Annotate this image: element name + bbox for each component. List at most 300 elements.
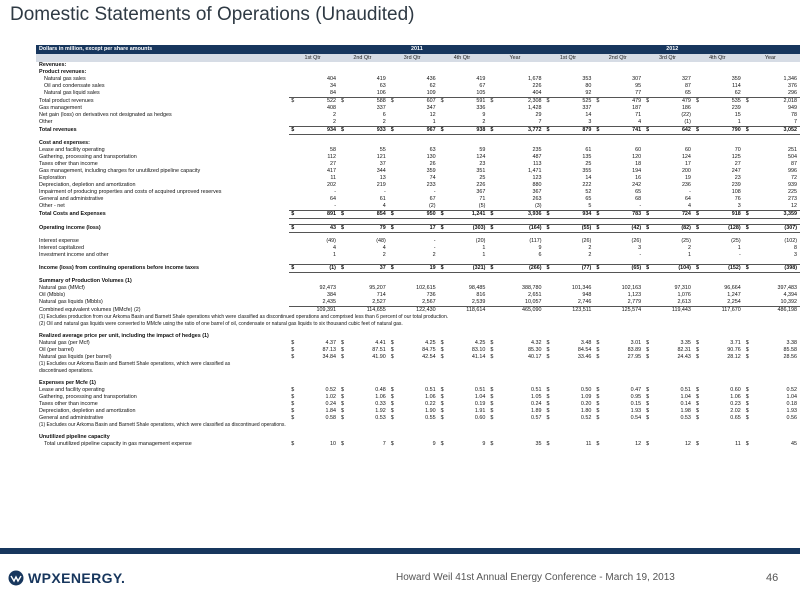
- currency-symbol: [339, 285, 349, 292]
- value-cell: 85.30: [528, 347, 542, 353]
- value-cell: 6: [382, 112, 386, 118]
- currency-symbol: [439, 189, 449, 196]
- currency-symbol: [488, 245, 498, 252]
- value-cell: 1.80: [580, 408, 592, 414]
- value-cell: 62: [734, 90, 741, 96]
- currency-symbol: [439, 307, 449, 315]
- value-cell: 2: [588, 245, 592, 251]
- value-cell: 0.95: [630, 394, 642, 400]
- value-cell: 78: [791, 112, 797, 118]
- value-cell: 71: [479, 196, 486, 202]
- currency-symbol: [339, 182, 349, 189]
- currency-symbol: [545, 189, 555, 196]
- currency-symbol: $: [546, 415, 550, 421]
- footnote: discontinued operations.: [39, 368, 94, 374]
- wpx-logo-icon: [8, 570, 24, 586]
- value-cell: 337: [376, 105, 386, 111]
- currency-symbol: [694, 299, 704, 307]
- value-cell: 344: [376, 168, 386, 174]
- year-2011-header: 2011: [289, 45, 544, 54]
- currency-symbol: $: [646, 347, 650, 353]
- page-title: Domestic Statements of Operations (Unaudited): [10, 4, 415, 25]
- value-cell: 1.89: [531, 408, 542, 414]
- value-cell: 642: [655, 127, 694, 135]
- value-cell: 1: [737, 245, 741, 251]
- row-label: Taxes other than income: [39, 161, 98, 167]
- value-cell: 2: [382, 119, 386, 125]
- currency-symbol: $: [289, 225, 299, 233]
- table-row: [36, 175, 800, 182]
- currency-symbol: $: [596, 347, 600, 353]
- value-cell: 18: [635, 161, 642, 167]
- value-cell: 0.23: [730, 401, 741, 407]
- currency-symbol: $: [490, 394, 494, 400]
- value-cell: 42.54: [422, 354, 436, 360]
- section-header-row: [36, 62, 800, 69]
- currency-symbol: [339, 112, 349, 119]
- currency-symbol: $: [340, 387, 344, 393]
- value-cell: 219: [376, 182, 386, 188]
- currency-symbol: $: [745, 408, 749, 414]
- value-cell: -: [433, 238, 436, 244]
- value-cell: (102): [784, 238, 797, 244]
- value-cell: 83.89: [627, 347, 642, 353]
- value-cell: 123,511: [555, 307, 594, 315]
- value-cell: 0.56: [786, 415, 797, 421]
- value-cell: (117): [529, 238, 542, 244]
- value-cell: 114: [732, 83, 741, 89]
- currency-symbol: $: [339, 265, 349, 273]
- currency-symbol: [439, 161, 449, 168]
- currency-symbol: [644, 245, 654, 252]
- currency-symbol: [439, 105, 449, 112]
- value-cell: 4.25: [474, 340, 486, 346]
- currency-symbol: $: [289, 211, 299, 219]
- value-cell: 486,198: [754, 307, 800, 315]
- currency-symbol: $: [596, 394, 600, 400]
- currency-symbol: [289, 168, 299, 175]
- table-row: [36, 182, 800, 189]
- value-cell: -: [689, 189, 691, 195]
- currency-symbol: [289, 299, 299, 307]
- currency-symbol: $: [594, 265, 604, 273]
- section-header: Realized average price per unit, including the impact of hedges (1): [39, 333, 209, 339]
- value-cell: 1,678: [528, 76, 542, 82]
- section-header: Cost and expenses:: [39, 140, 90, 146]
- value-cell: 60: [684, 147, 691, 153]
- currency-symbol: [289, 252, 299, 259]
- row-label: Gathering, processing and transportation: [39, 394, 137, 400]
- currency-symbol: $: [745, 340, 749, 346]
- value-cell: 591: [449, 98, 488, 106]
- currency-symbol: $: [745, 354, 749, 360]
- value-cell: 388,780: [522, 285, 542, 291]
- value-cell: 4: [638, 119, 642, 125]
- currency-symbol: [744, 189, 754, 196]
- currency-symbol: [389, 307, 399, 315]
- section-header: Revenues:: [39, 62, 67, 68]
- table-row: [36, 90, 800, 98]
- currency-symbol: [594, 147, 604, 154]
- currency-symbol: $: [291, 408, 295, 414]
- value-cell: 239: [731, 105, 741, 111]
- currency-symbol: [644, 182, 654, 189]
- value-cell: 1,471: [528, 168, 542, 174]
- value-cell: 24.43: [677, 354, 691, 360]
- value-cell: 123: [532, 175, 542, 181]
- value-cell: 347: [426, 105, 436, 111]
- value-cell: (266): [499, 265, 545, 273]
- value-cell: (42): [605, 225, 644, 233]
- currency-symbol: $: [289, 98, 299, 106]
- currency-symbol: $: [646, 387, 650, 393]
- value-cell: 27: [329, 161, 336, 167]
- value-cell: 105: [476, 90, 486, 96]
- currency-symbol: [389, 285, 399, 292]
- currency-symbol: $: [545, 98, 555, 106]
- value-cell: 1.91: [474, 408, 486, 414]
- table-row: [36, 147, 800, 154]
- currency-symbol: [389, 196, 399, 203]
- section-header: Unutilized pipeline capacity: [39, 434, 110, 440]
- currency-symbol: [488, 154, 498, 161]
- value-cell: (20): [475, 238, 486, 244]
- currency-symbol: $: [291, 354, 295, 360]
- value-cell: 535: [704, 98, 743, 106]
- currency-symbol: [744, 299, 754, 307]
- value-cell: 236: [681, 182, 691, 188]
- currency-symbol: $: [646, 354, 650, 360]
- currency-symbol: $: [596, 354, 600, 360]
- value-cell: 35: [535, 441, 542, 447]
- table-row: [36, 112, 800, 119]
- currency-symbol: $: [339, 211, 349, 219]
- currency-symbol: [389, 112, 399, 119]
- value-cell: 404: [532, 90, 542, 96]
- page-number: 46: [766, 572, 779, 584]
- currency-symbol: $: [389, 265, 399, 273]
- currency-symbol: [339, 154, 349, 161]
- currency-symbol: $: [546, 401, 550, 407]
- currency-symbol: [644, 252, 654, 259]
- currency-symbol: $: [545, 265, 555, 273]
- value-cell: 487: [532, 154, 542, 160]
- currency-symbol: [289, 238, 299, 245]
- currency-symbol: [694, 189, 704, 196]
- value-cell: 351: [476, 168, 486, 174]
- value-cell: 918: [704, 211, 743, 219]
- value-cell: 336: [476, 105, 486, 111]
- value-cell: 27.95: [627, 354, 642, 360]
- value-cell: 79: [349, 225, 388, 233]
- value-cell: (3): [534, 203, 542, 209]
- value-cell: 0.52: [325, 387, 336, 393]
- value-cell: (48): [376, 238, 386, 244]
- value-cell: 23: [734, 175, 741, 181]
- currency-symbol: $: [490, 441, 494, 447]
- value-cell: (25): [681, 238, 691, 244]
- value-cell: 112: [327, 154, 336, 160]
- currency-symbol: [644, 83, 654, 90]
- value-cell: 106: [376, 90, 386, 96]
- currency-symbol: $: [291, 347, 295, 353]
- currency-symbol: [289, 154, 299, 161]
- currency-symbol: $: [389, 98, 399, 106]
- value-cell: (152): [704, 265, 743, 273]
- currency-symbol: [545, 182, 555, 189]
- table-row: [36, 401, 800, 408]
- value-cell: 3,052: [754, 127, 800, 135]
- currency-symbol: $: [488, 265, 498, 273]
- value-cell: 0.24: [531, 401, 542, 407]
- value-cell: 1.02: [325, 394, 336, 400]
- currency-symbol: $: [490, 340, 494, 346]
- value-cell: 82.31: [677, 347, 691, 353]
- currency-symbol: $: [695, 415, 699, 421]
- currency-symbol: [545, 285, 555, 292]
- currency-symbol: [339, 119, 349, 127]
- currency-symbol: [644, 307, 654, 315]
- currency-symbol: [545, 307, 555, 315]
- row-label: Net gain (loss) on derivatives not designated as hedges: [39, 112, 172, 118]
- row-label: Natural gas sales: [44, 76, 86, 82]
- value-cell: 1: [482, 252, 486, 258]
- value-cell: 337: [582, 105, 592, 111]
- currency-symbol: $: [488, 225, 498, 233]
- section-header-row: [36, 69, 800, 76]
- value-cell: 59: [479, 147, 486, 153]
- table-row: [36, 394, 800, 401]
- currency-symbol: $: [644, 211, 654, 219]
- currency-symbol: [488, 307, 498, 315]
- value-cell: 353: [582, 76, 592, 82]
- value-cell: 87: [791, 161, 797, 167]
- value-cell: 0.57: [531, 415, 542, 421]
- currency-symbol: [439, 175, 449, 182]
- value-cell: 235: [532, 147, 542, 153]
- value-cell: 3.01: [630, 340, 642, 346]
- value-cell: 938: [449, 127, 488, 135]
- currency-symbol: [545, 90, 555, 98]
- value-cell: 17: [399, 225, 438, 233]
- row-label: General and administrative: [39, 415, 104, 421]
- col-header: 1st Qtr: [545, 54, 595, 62]
- currency-symbol: $: [596, 340, 600, 346]
- currency-symbol: [389, 245, 399, 252]
- value-cell: 9: [432, 441, 436, 447]
- value-cell: 233: [426, 182, 436, 188]
- currency-symbol: $: [695, 394, 699, 400]
- currency-symbol: [439, 119, 449, 127]
- currency-symbol: [439, 299, 449, 307]
- currency-symbol: $: [745, 415, 749, 421]
- company-logo: [8, 570, 125, 586]
- currency-symbol: [488, 83, 498, 90]
- table-row: [36, 387, 800, 394]
- currency-symbol: [694, 105, 704, 112]
- currency-symbol: $: [545, 127, 555, 135]
- currency-symbol: $: [490, 415, 494, 421]
- value-cell: 1.09: [580, 394, 592, 400]
- value-cell: 109,391: [300, 307, 339, 315]
- currency-symbol: $: [488, 211, 498, 219]
- currency-symbol: $: [340, 394, 344, 400]
- value-cell: 2,539: [471, 299, 486, 305]
- value-cell: 2: [332, 119, 336, 125]
- value-cell: 327: [681, 76, 691, 82]
- value-cell: 96,664: [724, 285, 741, 291]
- currency-symbol: [594, 182, 604, 189]
- currency-symbol: $: [390, 387, 394, 393]
- value-cell: 119,443: [655, 307, 694, 315]
- currency-symbol: [339, 105, 349, 112]
- currency-symbol: [339, 252, 349, 259]
- value-cell: 84.75: [422, 347, 436, 353]
- value-cell: 13: [379, 175, 386, 181]
- value-cell: 3.35: [680, 340, 691, 346]
- value-cell: -: [639, 252, 642, 258]
- currency-symbol: [488, 147, 498, 154]
- value-cell: 934: [300, 127, 339, 135]
- value-cell: 5: [588, 203, 592, 209]
- value-cell: 27: [734, 161, 741, 167]
- value-cell: 1.93: [630, 408, 642, 414]
- value-cell: (303): [449, 225, 488, 233]
- currency-symbol: [339, 175, 349, 182]
- value-cell: (25): [731, 238, 741, 244]
- currency-symbol: [594, 76, 604, 83]
- currency-symbol: [488, 119, 498, 127]
- currency-symbol: $: [390, 441, 394, 447]
- currency-symbol: [644, 238, 654, 245]
- value-cell: 880: [532, 182, 542, 188]
- currency-symbol: $: [490, 387, 494, 393]
- row-label: Combined equivalent volumes (MMcfe) (2): [39, 306, 141, 313]
- table-row: [36, 265, 800, 273]
- value-cell: 64: [329, 196, 336, 202]
- value-cell: 9: [482, 112, 486, 118]
- section-header: Expenses per Mcfe (1): [39, 380, 96, 386]
- currency-symbol: [594, 112, 604, 119]
- table-row: [36, 127, 800, 135]
- currency-symbol: [545, 83, 555, 90]
- currency-symbol: [488, 196, 498, 203]
- value-cell: 504: [788, 154, 797, 160]
- currency-symbol: [594, 161, 604, 168]
- value-cell: 135: [582, 154, 592, 160]
- value-cell: 120: [632, 154, 642, 160]
- value-cell: 76: [734, 196, 741, 202]
- currency-symbol: $: [440, 387, 444, 393]
- value-cell: 117,670: [704, 307, 743, 315]
- value-cell: 4.37: [325, 340, 336, 346]
- currency-symbol: [594, 203, 604, 211]
- table-row: [36, 98, 800, 106]
- value-cell: 124: [476, 154, 486, 160]
- table-row: [36, 347, 800, 354]
- value-cell: 67: [479, 83, 486, 89]
- currency-symbol: [545, 76, 555, 83]
- value-cell: 11: [585, 441, 592, 447]
- currency-symbol: $: [340, 441, 344, 447]
- value-cell: 125,574: [605, 307, 644, 315]
- currency-symbol: $: [291, 387, 295, 393]
- table-row: [36, 245, 800, 252]
- currency-symbol: $: [291, 401, 295, 407]
- currency-symbol: [744, 161, 754, 168]
- value-cell: 10,392: [780, 299, 797, 305]
- currency-symbol: $: [744, 98, 754, 106]
- row-label: Investment income and other: [39, 252, 109, 258]
- currency-symbol: $: [596, 387, 600, 393]
- value-cell: 34.84: [322, 354, 336, 360]
- currency-symbol: $: [596, 415, 600, 421]
- value-cell: 9: [538, 245, 542, 251]
- currency-symbol: [488, 175, 498, 182]
- value-cell: 124: [681, 154, 691, 160]
- row-label: General and administrative: [39, 196, 104, 202]
- currency-symbol: [389, 299, 399, 307]
- value-cell: 6: [538, 252, 542, 258]
- value-cell: 355: [582, 168, 592, 174]
- currency-symbol: $: [646, 340, 650, 346]
- value-cell: 736: [426, 292, 436, 298]
- table-row: [36, 299, 800, 307]
- currency-symbol: [339, 189, 349, 196]
- value-cell: 2,651: [528, 292, 542, 298]
- value-cell: 376: [788, 83, 797, 89]
- table-row: [36, 196, 800, 203]
- currency-symbol: [744, 147, 754, 154]
- currency-symbol: $: [488, 98, 498, 106]
- currency-symbol: $: [695, 340, 699, 346]
- value-cell: 934: [555, 211, 594, 219]
- value-cell: 101,346: [571, 285, 592, 291]
- value-cell: 816: [476, 292, 486, 298]
- row-label: Total revenues: [39, 127, 77, 133]
- currency-symbol: [594, 285, 604, 292]
- currency-symbol: [488, 90, 498, 98]
- currency-symbol: $: [439, 98, 449, 106]
- currency-symbol: $: [694, 211, 704, 219]
- value-cell: 1,346: [783, 76, 797, 82]
- currency-symbol: $: [694, 127, 704, 135]
- value-cell: 0.52: [580, 415, 592, 421]
- footer: [0, 548, 800, 600]
- currency-symbol: [439, 154, 449, 161]
- value-cell: (77): [555, 265, 594, 273]
- currency-symbol: [744, 182, 754, 189]
- currency-symbol: [289, 189, 299, 196]
- value-cell: 714: [376, 292, 386, 298]
- currency-symbol: $: [289, 265, 299, 273]
- currency-symbol: $: [596, 441, 600, 447]
- row-label: Exploration: [39, 175, 66, 181]
- currency-symbol: $: [291, 441, 295, 447]
- value-cell: 1,123: [627, 292, 642, 298]
- value-cell: 741: [605, 127, 644, 135]
- value-cell: -: [738, 252, 741, 258]
- currency-symbol: [744, 196, 754, 203]
- currency-symbol: [488, 76, 498, 83]
- currency-symbol: [744, 83, 754, 90]
- table-row: [36, 225, 800, 233]
- value-cell: 11: [735, 441, 741, 447]
- value-cell: 404: [326, 76, 336, 82]
- currency-symbol: [644, 285, 654, 292]
- value-cell: 12: [684, 441, 691, 447]
- currency-symbol: [744, 245, 754, 252]
